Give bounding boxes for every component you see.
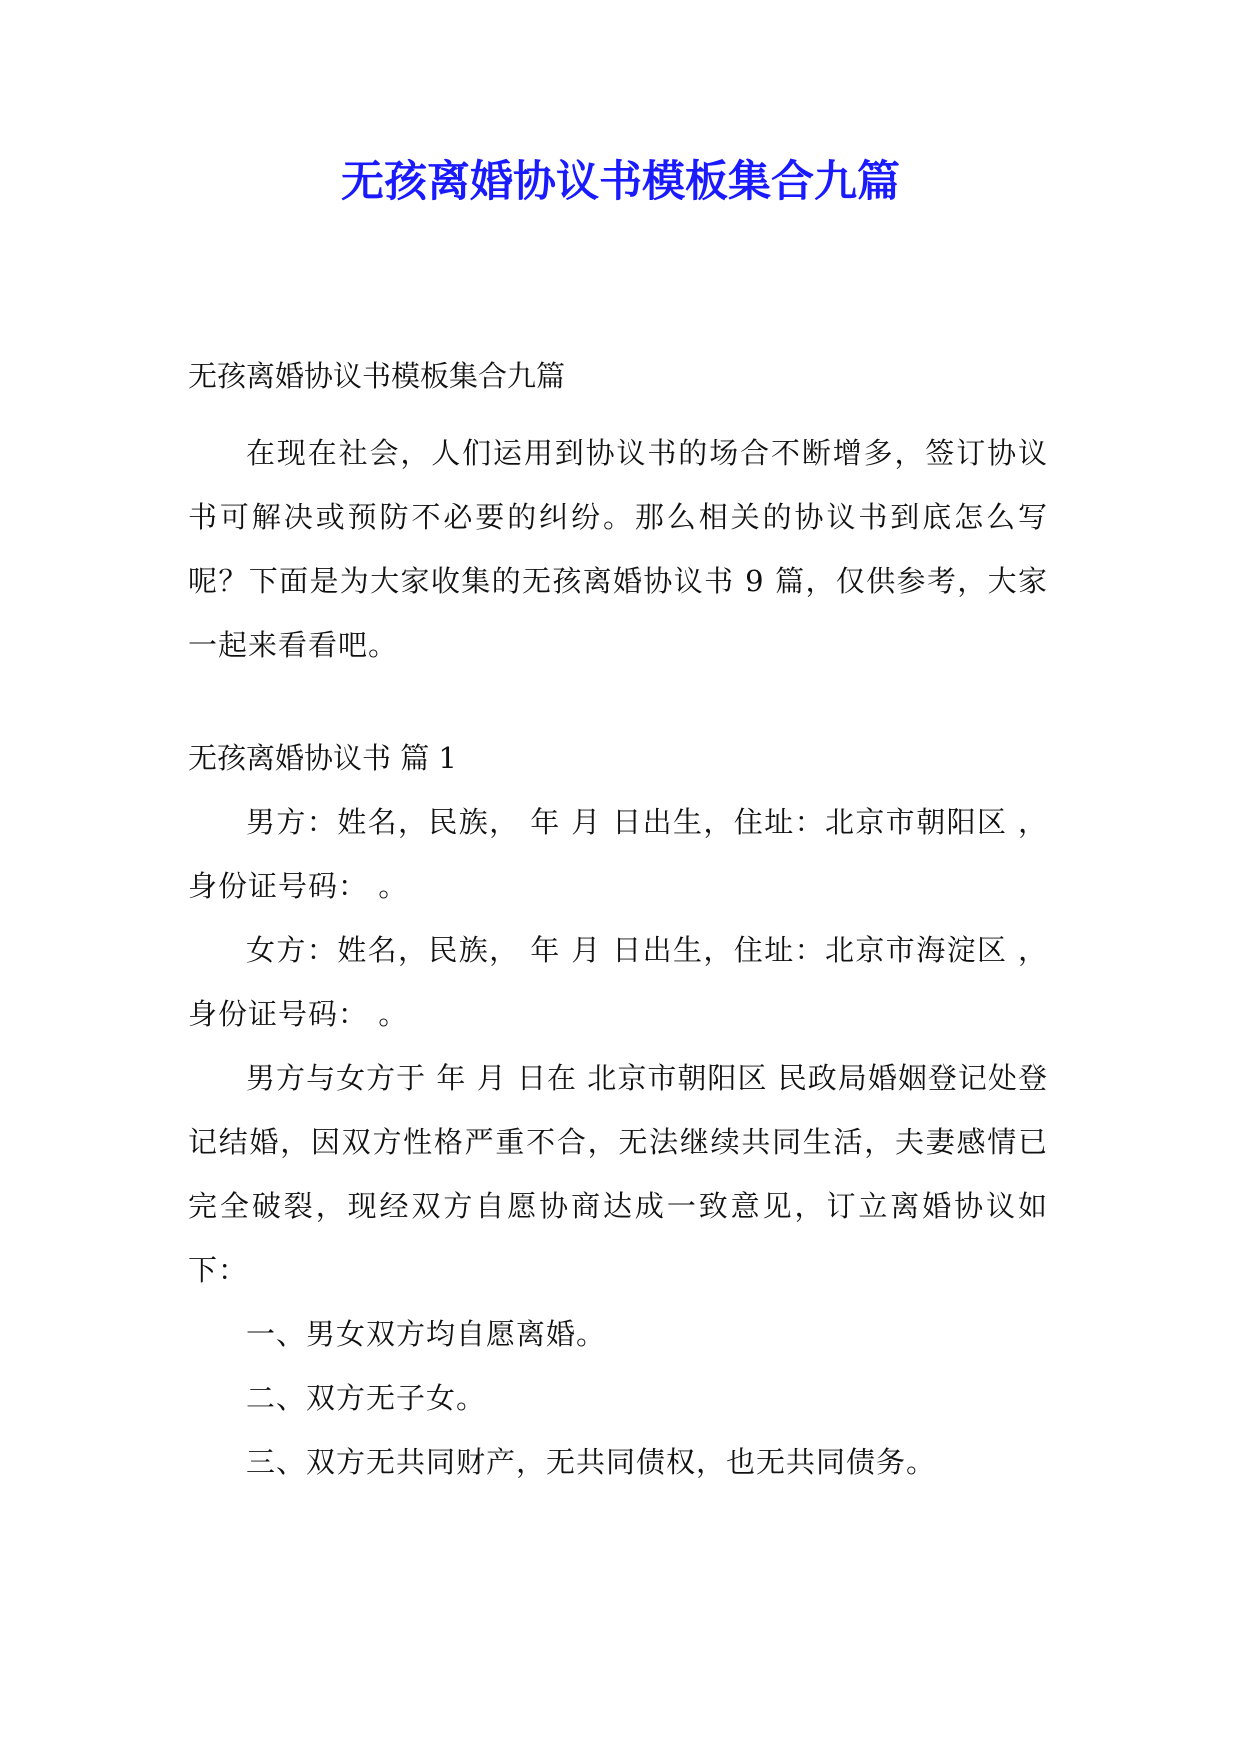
section-1-paragraph: 女方：姓名，民族， 年 月 日出生，住址：北京市海淀区 ，身份证号码： 。 [188,933,1048,1031]
section-1-clause: 二、双方无子女。 [246,1381,487,1415]
section-1-clause: 一、男女双方均自愿离婚。 [246,1317,607,1351]
section-1 [188,726,1048,1494]
section-1-clause: 三、双方无共同财产，无共同债权，也无共同债务。 [246,1445,937,1479]
document-title: 无孩离婚协议书模板集合九篇 [341,157,900,207]
document-subtitle: 无孩离婚协议书模板集合九篇 [188,359,566,393]
intro-block [188,421,1048,677]
section-1-paragraph: 男方与女方于 年 月 日在 北京市朝阳区 民政局婚姻登记处登记结婚，因双方性格严重不合，无法继续共同生活，夫妻感情已完全破裂，现经双方自愿协商达成一致意见，订立离婚协议如下： [188,1061,1048,1287]
intro-paragraph: 在现在社会，人们运用到协议书的场合不断增多，签订协议书可解决或预防不必要的纠纷。那么相关的协议书到底怎么写呢？下面是为大家收集的无孩离婚协议书 9 篇，仅供参考，大家一起来看看吧。 [188,436,1048,662]
section-1-heading: 无孩离婚协议书 篇 1 [188,741,457,775]
section-1-paragraph: 男方：姓名，民族， 年 月 日出生，住址：北京市朝阳区 ，身份证号码： 。 [188,805,1048,903]
